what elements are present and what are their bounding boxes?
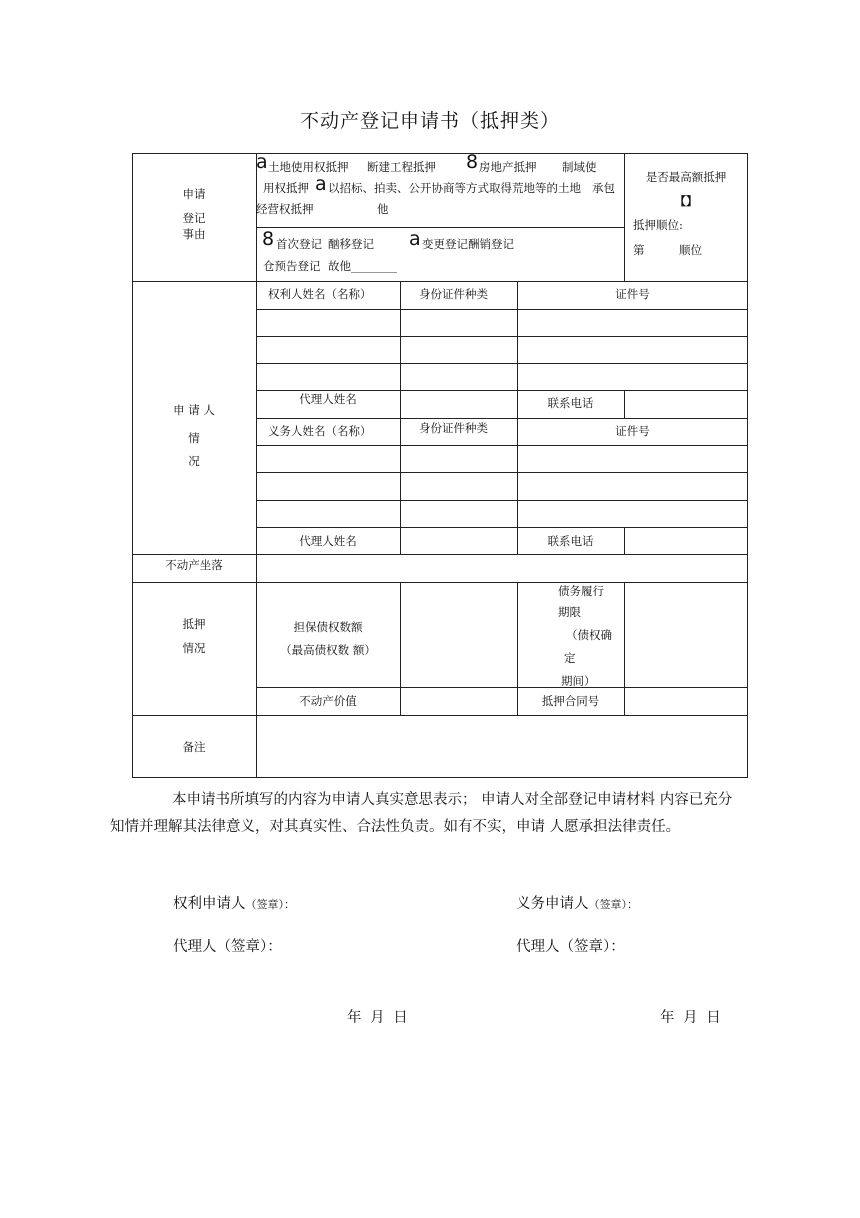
type-other: 他 [377, 202, 389, 216]
type-wasteland: 以招标、拍卖、公开协商等方式取得荒地等的土地 [328, 181, 581, 195]
row-divider [256, 500, 748, 501]
col-divider [624, 527, 625, 554]
row-divider [256, 363, 748, 364]
id-number-header: 证件号 [615, 287, 650, 301]
row-divider [132, 582, 748, 583]
register-label-3: 事由 [182, 227, 206, 241]
obligor-signature-note: （签章）： [588, 898, 638, 911]
col-divider [256, 153, 257, 778]
term-label-4: 定 [564, 651, 576, 665]
statement-line-2: 知情并理解其法律意义，对其真实性、合法性负责。如有不实，申请 人愿承担法律责任。 [110, 819, 681, 835]
kind-other: 故他________ [328, 259, 397, 273]
kind-pre: 仓预告登记 [263, 259, 321, 273]
obligor-signature[interactable] [516, 892, 638, 913]
checkbox-glyph: a [409, 228, 421, 250]
date-right[interactable]: 年 月 日 [660, 1010, 721, 1026]
order-label: 抵押顺位: [633, 218, 683, 232]
type-real-estate: 房地产抵押 [479, 160, 537, 174]
term-label-3: （债权确 [566, 628, 612, 642]
row-divider [256, 336, 748, 337]
property-value-label: 不动产价值 [299, 694, 357, 708]
col-divider [400, 281, 401, 554]
type-contract-2: 经营权抵押 [256, 202, 314, 216]
id-type-header: 身份证件种类 [419, 287, 488, 301]
obligor-name-header: 义务人姓名（名称） [268, 424, 372, 438]
statement-line-1: 本申请书所填写的内容为申请人真实意思表示； 申请人对全部登记申请材料 内容已充分 [172, 792, 733, 808]
row-divider [256, 309, 748, 310]
id-number-header-2: 证件号 [615, 424, 650, 438]
agent-signature-left[interactable]: 代理人（签章）： [173, 939, 282, 955]
date-left[interactable]: 年 月 日 [347, 1010, 408, 1026]
agent-name-label-2: 代理人姓名 [299, 534, 357, 548]
row-divider [256, 527, 748, 528]
checkbox-glyph: a [315, 173, 327, 195]
row-divider [256, 687, 748, 688]
col-divider [400, 582, 401, 715]
kind-transfer: 酗移登记 [328, 237, 374, 251]
row-divider [132, 281, 748, 282]
location-label: 不动产坐落 [165, 558, 223, 572]
type-made-use-2: 用权抵押 [263, 181, 309, 195]
agent-name-label: 代理人姓名 [299, 392, 357, 406]
max-amount-bracket[interactable]: 【】 [674, 194, 698, 208]
order-suffix: 顺位 [679, 243, 702, 257]
checkbox-glyph: a [256, 151, 268, 173]
applicant-label-1: 申 请 人 [173, 403, 215, 417]
row-divider [132, 715, 748, 716]
row-divider [256, 227, 624, 228]
phone-label: 联系电话 [547, 396, 594, 410]
term-label-1: 债务履行 [558, 584, 604, 598]
checkbox-glyph: 8 [466, 151, 479, 173]
row-divider [256, 390, 748, 391]
type-contract: 承包 [592, 181, 615, 195]
row-divider [256, 445, 748, 446]
agent-signature-right[interactable]: 代理人（签章）： [516, 939, 625, 955]
max-amount-label: 是否最高额抵押 [645, 170, 727, 184]
row-divider [132, 554, 748, 555]
applicant-label-2: 情 [188, 431, 200, 445]
obligor-signature-label: 义务申请人 [516, 896, 589, 912]
id-type-header-2: 身份证件种类 [419, 421, 488, 435]
row-divider [256, 472, 748, 473]
remarks-label: 备注 [182, 740, 206, 754]
contract-number-label: 抵押合同号 [541, 694, 600, 708]
term-label-2: 期限 [558, 605, 581, 619]
row-divider [256, 418, 748, 419]
applicant-label-3: 况 [188, 454, 200, 468]
register-label-1: 申请 [182, 187, 206, 201]
type-land-use: 土地使用权抵押 [268, 160, 349, 174]
type-made-use: 制域使 [562, 160, 597, 174]
col-divider [517, 281, 518, 554]
mortgage-label-2: 情况 [182, 641, 206, 655]
col-divider [624, 582, 625, 715]
type-building: 断建工程抵押 [367, 160, 436, 174]
register-label-2: 登记 [182, 211, 206, 225]
max-claim-label: （最高债权数 额） [280, 643, 376, 657]
order-prefix: 第 [633, 243, 645, 257]
page-title: 不动产登记申请书（抵押类） [299, 110, 560, 132]
phone-label-2: 联系电话 [547, 534, 594, 548]
mortgage-label-1: 抵押 [182, 617, 206, 631]
kind-change-cancel: 变更登记酬销登记 [422, 237, 514, 251]
col-divider [624, 390, 625, 418]
obligee-name-header: 权利人姓名（名称） [268, 287, 372, 301]
secured-amount-label: 担保债权数额 [293, 620, 363, 634]
obligee-signature[interactable] [173, 892, 295, 913]
term-label-5: 期间） [561, 674, 596, 688]
obligee-signature-label: 权利申请人 [173, 896, 246, 912]
obligee-signature-note: （签章）： [245, 898, 295, 911]
checkbox-glyph: 8 [262, 228, 275, 250]
kind-first: 首次登记 [276, 237, 322, 251]
